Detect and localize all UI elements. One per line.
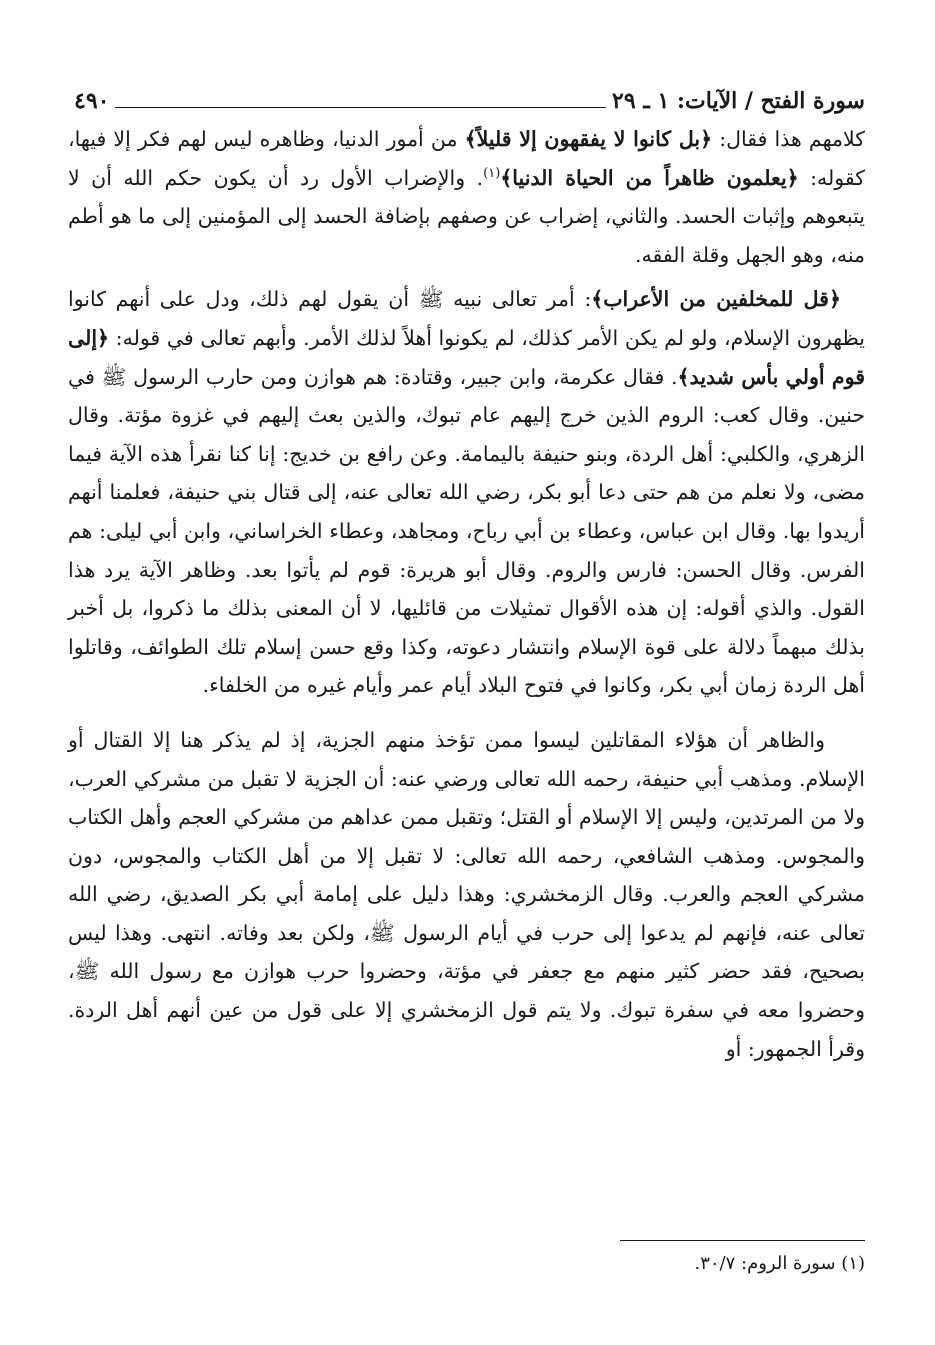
text-segment: . والإضراب الأول رد أن يكون حكم الله أن لا يتبعوهم وإثبات الحسد. والثاني، إضراب عن وصفهم بإضافة الحسد إلى المؤمنين إلى ما هو أطم منه، وهو الجهل وقلة الفقه. bbox=[68, 165, 865, 267]
page-number: ٤٩٠ bbox=[74, 88, 110, 114]
footnote: (١) سورة الروم: ٣٠/٧. bbox=[694, 1253, 865, 1274]
surah-title: سورة الفتح / الآيات: ١ ـ ٢٩ bbox=[612, 88, 865, 114]
text-segment: من أمور الدنيا، وظاهره ليس لهم فكر إلا فيها، كقوله: bbox=[68, 127, 865, 190]
paragraph-3 bbox=[68, 721, 865, 1068]
quranic-quote: ﴿قل للمخلفين من الأعراب﴾ bbox=[591, 287, 841, 312]
page bbox=[68, 78, 866, 1274]
paragraph-2 bbox=[68, 280, 865, 705]
footnote-reference: (١) bbox=[483, 165, 501, 181]
quranic-quote: ﴿يعلمون ظاهراً من الحياة الدنيا﴾ bbox=[500, 165, 799, 190]
header-rule bbox=[115, 107, 606, 108]
paragraph-1 bbox=[68, 120, 865, 274]
text-segment: كلامهم هذا فقال: bbox=[712, 127, 865, 151]
footnote-divider bbox=[620, 1240, 865, 1241]
text-segment: والظاهر أن هؤلاء المقاتلين ليسوا ممن تؤخذ منهم الجزية، إذ لم يذكر هنا إلا القتال أو الإسلام. ومذهب أبي حنيفة، رحمه الله تعالى ورضي عنه: أن الجزية لا تقبل من مشركي العرب، ولا من المرتدين، وليس إلا الإسلام أو القتل؛ وتقبل ممن عداهم من مشركي العجم وأهل الكتاب والمجوس. ومذهب الشافعي، رحمه الله تعالى: لا تقبل إلا من أهل الكتاب والمجوس، دون مشركي العجم والعرب. وقال الزمخشري: وهذا دليل على إمامة أبي بكر الصديق، رضي الله تعالى عنه، فإنهم لم يدعوا إلى حرب في أيام الرسول ﷺ، ولكن بعد وفاته. انتهى. وهذا ليس بصحيح، فقد حضر كثير منهم مع جعفر في مؤتة، وحضروا حرب هوازن مع رسول الله ﷺ، وحضروا معه في سفرة تبوك. ولا يتم قول الزمخشري إلا على قول من عين أنهم أهل الردة. وقرأ الجمهور: أو bbox=[68, 727, 865, 1061]
quranic-quote: ﴿إلى قوم أولي بأس شديد﴾ bbox=[68, 325, 866, 389]
main-text bbox=[68, 120, 865, 1068]
text-segment: . فقال عكرمة، وابن جبير، وقتادة: هم هوازن ومن حارب الرسول ﷺ في حنين. وقال كعب: الروم الذين خرج إليهم عام تبوك، والذين بعث إليهم في غزوة مؤتة. وقال الزهري، والكلبي: أهل الردة، وبنو حنيفة باليمامة. وعن رافع بن خديج: إنا كنا نقرأ هذه الآية فيما مضى، ولا نعلم من هم حتى دعا أبو بكر، رضي الله تعالى عنه، إلى قتال بني حنيفة، فعلمنا أنهم أريدوا بها. وقال ابن عباس، وعطاء بن أبي رباح، ومجاهد، وعطاء الخراساني، وابن أبي ليلى: هم الفرس. وقال الحسن: فارس والروم. وقال أبو هريرة: قوم لم يأتوا بعد. وظاهر الآية يرد هذا القول. والذي أقوله: إن هذه الأقوال تمثيلات من قائليها، لا أن المعنى بذلك ما ذكروا، بل أخبر بذلك مبهماً دلالة على قوة الإسلام وانتشار دعوته، وكذا وقع حسن إسلام تلك الطوائف، وقاتلوا أهل الردة زمان أبي بكر، وكانوا في فتوح البلاد أيام عمر وأيام غيره من الخلفاء. bbox=[68, 364, 865, 698]
running-header bbox=[68, 78, 865, 114]
text-segment: : أمر تعالى نبيه ﷺ أن يقول لهم ذلك، ودل على أنهم كانوا يظهرون الإسلام، ولو لم يكن الأمر كذلك، لم يكونوا أهلاً لذلك الأمر. وأبهم تعالى في قوله: bbox=[68, 287, 865, 350]
quranic-quote: ﴿بل كانوا لا يفقهون إلا قليلاً﴾ bbox=[464, 127, 713, 151]
